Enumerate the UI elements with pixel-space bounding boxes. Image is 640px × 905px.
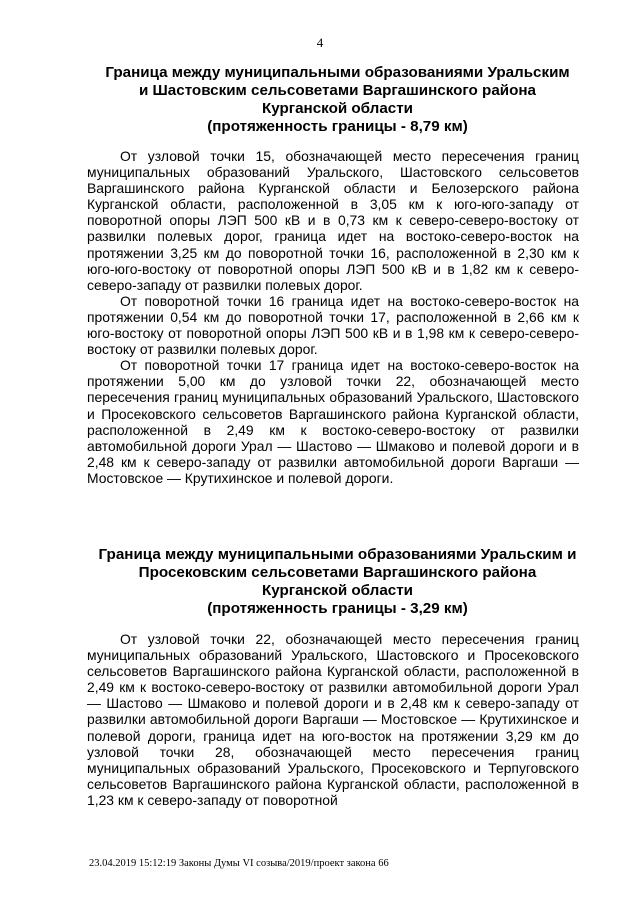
section-1-title-line: и Шастовским сельсоветами Варгашинского района [138,82,537,99]
paragraph: От поворотной точки 16 граница идет на востоко-северо-восток на протяжении 0,54 км до поворотной точки 17, расположенной в 2,66 км к юго-востоку от поворотной опоры ЛЭП 500 кВ и в 1,98 км к северо-северо-востоку от развилки полевых дорог. [87,292,579,358]
section-2-title-line: Граница между муниципальными образованиями Уральским и [98,546,577,563]
paragraph: От узловой точки 15, обозначающей место пересечения границ муниципальных образований Уральского, Шастовского сельсоветов Варгашинского района Курганской области и Белозерского района Курганской области, расположенной в 3,05 км к юго-юго-западу от поворотной опоры ЛЭП 500 кВ и в 0,73 км к северо-северо-востоку от развилки полевых дорог, граница идет на востоко-северо-восток на протяжении 3,25 км до поворотной точки 16, расположенной в 2,30 км к юго-юго-востоку от поворотной опоры ЛЭП 500 кВ и в 1,82 км к северо-северо-западу от развилки полевых дорог. [87,148,579,293]
page-number: 4 [316,35,324,50]
paragraph: От узловой точки 22, обозначающей место пересечения границ муниципальных образований Уральского, Шастовского и Просековского сельсоветов Варгашинского района Курганской области, расположенной в 2,49 км к востоко-северо-востоку от развилки автомобильной дороги Урал — Шастово — Шмаково и полевой дороги и в 2,48 км к северо-западу от развилки автомобильной дороги Варгаши — Мостовское — Крутихинское и полевой дороги, граница идет на юго-восток на протяжении 3,29 км до узловой точки 28, обозначающей место пересечения границ муниципальных образований Уральского, Просековского и Терпуговского сельсоветов Варгашинского района Курганской области, расположенной в 1,23 км к северо-западу от поворотной [87,631,579,808]
section-1-boundary-length: (протяженность границы - 8,79 км) [207,118,468,135]
document-footer: 23.04.2019 15:12:19 Законы Думы VI созыва/2019/проект закона 66 [89,858,389,869]
section-1-title-line: Курганской области [261,100,413,117]
section-1-title [80,64,595,136]
paragraph: От поворотной точки 17 граница идет на востоко-северо-восток на протяжении 5,00 км до узловой точки 22, обозначающей место пересечения границ муниципальных образований Уральского, Шастовского и Просековского сельсоветов Варгашинского района Курганской области, расположенной в 2,49 км к востоко-северо-востоку от развилки автомобильной дороги Урал — Шастово — Шмаково и полевой дороги и в 2,48 км к северо-западу от развилки автомобильной дороги Варгаши — Мостовское — Крутихинское и полевой дороги. [87,357,579,486]
section-2-title-line: Просековским сельсоветами Варгашинского района [138,564,537,581]
section-2-title [80,546,595,618]
section-1-title-line: Граница между муниципальными образованиями Уральским [105,64,570,81]
section-2-title-line: Курганской области [261,582,413,599]
section-2-body [87,631,579,808]
section-2-boundary-length: (протяженность границы - 3,29 км) [207,600,468,617]
section-1-body [87,148,579,486]
